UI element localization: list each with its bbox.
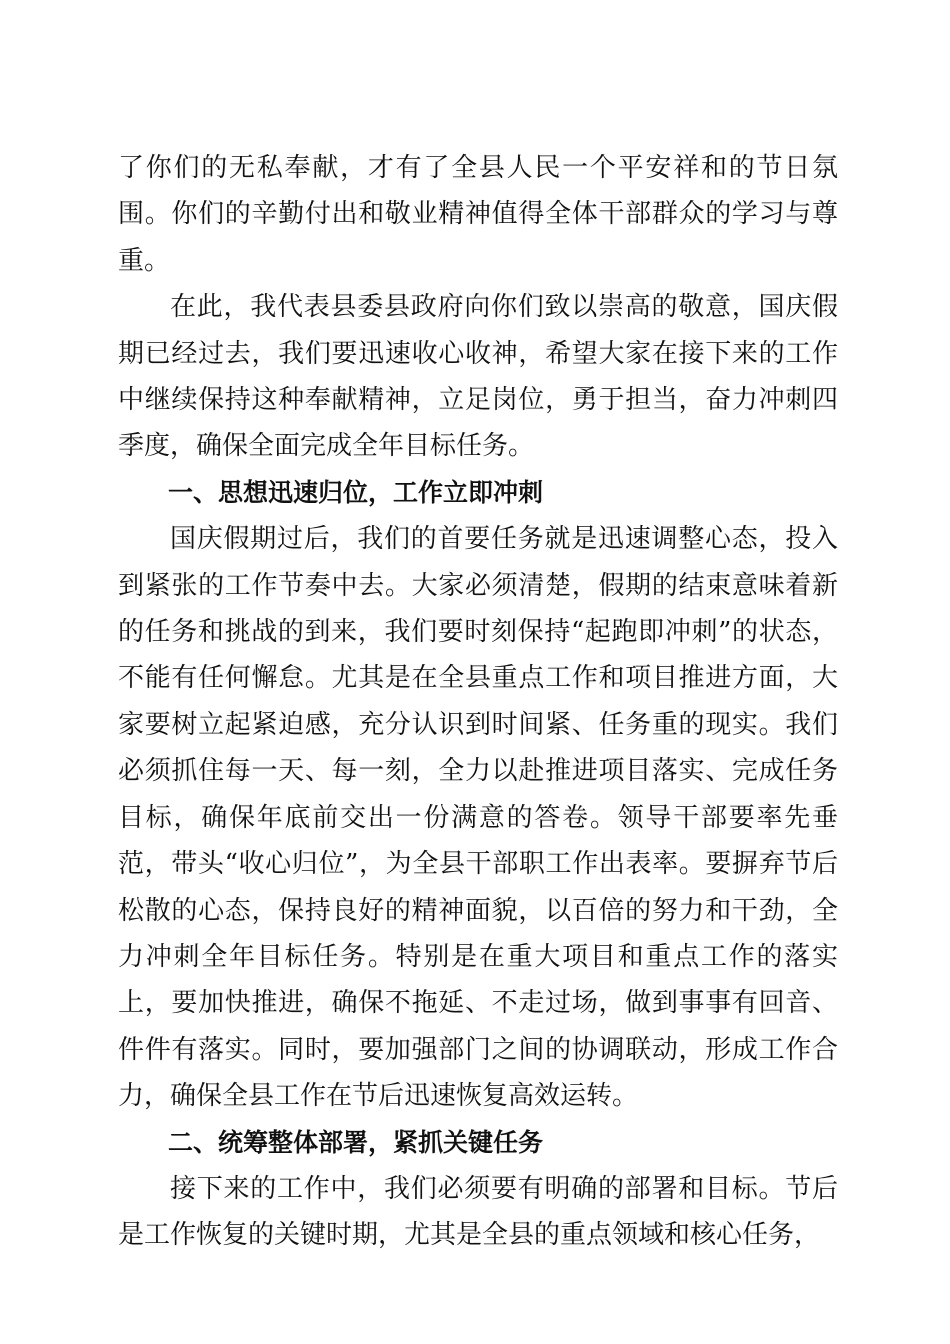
- paragraph-tribute: 在此，我代表县委县政府向你们致以崇高的敬意，国庆假期已经过去，我们要迅速收心收神，希望大家在接下来的工作中继续保持这种奉献精神，立足岗位，勇于担当，奋力冲刺四季度，确保全面完成全年目标任务。: [118, 292, 838, 462]
- paragraph-section-2: 接下来的工作中，我们必须要有明确的部署和目标。节后是工作恢复的关键时期，尤其是全县的重点领域和核心任务，: [118, 1173, 838, 1251]
- section-heading-1: 一、思想迅速归位，工作立即冲刺: [168, 477, 544, 507]
- document-page: [118, 145, 838, 1259]
- paragraph-continuation: 了你们的无私奉献，才有了全县人民一个平安祥和的节日氛围。你们的辛勤付出和敬业精神值得全体干部群众的学习与尊重。: [118, 153, 838, 276]
- section-heading-2: 二、统筹整体部署，紧抓关键任务: [168, 1127, 544, 1157]
- paragraph-section-1: 国庆假期过后，我们的首要任务就是迅速调整心态，投入到紧张的工作节奏中去。大家必须清楚，假期的结束意味着新的任务和挑战的到来，我们要时刻保持“起跑即冲刺”的状态，不能有任何懈怠。尤其是在全县重点工作和项目推进方面，大家要树立起紧迫感，充分认识到时间紧、任务重的现实。我们必须抓住每一天、每一刻，全力以赴推进项目落实、完成任务目标，确保年底前交出一份满意的答卷。领导干部要率先垂范，带头“收心归位”，为全县干部职工作出表率。要摒弃节后松散的心态，保持良好的精神面貌，以百倍的努力和干劲，全力冲刺全年目标任务。特别是在重大项目和重点工作的落实上，要加快推进，确保不拖延、不走过场，做到事事有回音、件件有落实。同时，要加强部门之间的协调联动，形成工作合力，确保全县工作在节后迅速恢复高效运转。: [118, 524, 838, 1112]
